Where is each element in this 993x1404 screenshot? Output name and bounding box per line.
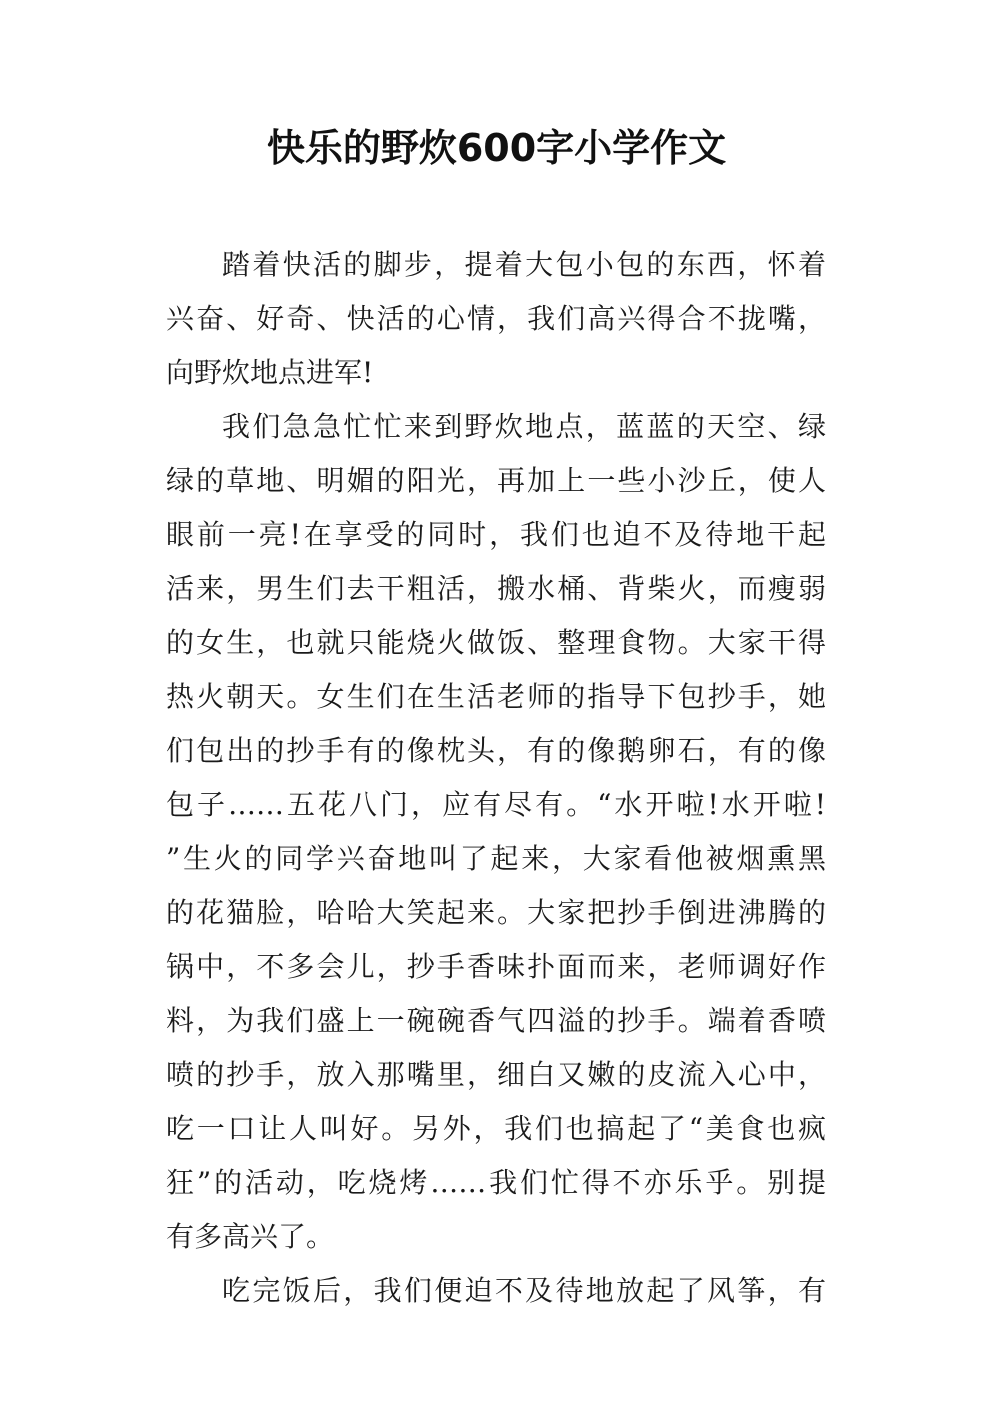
text-line: 锅中，不多会儿，抄手香味扑面而来，老师调好作 bbox=[166, 950, 826, 983]
text-line: 向野炊地点进军! bbox=[166, 356, 374, 389]
text-line: 吃一口让人叫好。另外，我们也搞起了“美食也疯 bbox=[166, 1112, 826, 1145]
document-body bbox=[166, 238, 826, 1318]
text-line: 我们急急忙忙来到野炊地点，蓝蓝的天空、绿 bbox=[222, 410, 826, 443]
paragraph-3 bbox=[166, 1264, 826, 1318]
text-line: 们包出的抄手有的像枕头，有的像鹅卵石，有的像 bbox=[166, 734, 826, 767]
text-line: 料，为我们盛上一碗碗香气四溢的抄手。端着香喷 bbox=[166, 1004, 826, 1037]
text-line: 绿的草地、明媚的阳光，再加上一些小沙丘，使人 bbox=[166, 464, 826, 497]
text-line: 兴奋、好奇、快活的心情，我们高兴得合不拢嘴， bbox=[166, 302, 826, 335]
text-line: 狂”的活动，吃烧烤……我们忙得不亦乐乎。别提 bbox=[166, 1166, 826, 1199]
text-line: 热火朝天。女生们在生活老师的指导下包抄手，她 bbox=[166, 680, 826, 713]
text-line: ”生火的同学兴奋地叫了起来，大家看他被烟熏黑 bbox=[166, 842, 826, 875]
text-line: 包子……五花八门，应有尽有。“水开啦!水开啦! bbox=[166, 788, 826, 821]
text-line: 活来，男生们去干粗活，搬水桶、背柴火，而瘦弱 bbox=[166, 572, 826, 605]
text-line: 吃完饭后，我们便迫不及待地放起了风筝，有 bbox=[222, 1274, 826, 1307]
document-title: 快乐的野炊600字小学作文 bbox=[266, 126, 727, 170]
paragraph-2 bbox=[166, 400, 826, 1264]
text-line: 有多高兴了。 bbox=[166, 1220, 335, 1253]
text-line: 踏着快活的脚步，提着大包小包的东西，怀着 bbox=[222, 248, 826, 281]
paragraph-1 bbox=[166, 238, 826, 400]
text-line: 喷的抄手，放入那嘴里，细白又嫩的皮流入心中， bbox=[166, 1058, 826, 1091]
text-line: 眼前一亮!在享受的同时，我们也迫不及待地干起 bbox=[166, 518, 826, 551]
text-line: 的花猫脸，哈哈大笑起来。大家把抄手倒进沸腾的 bbox=[166, 896, 826, 929]
text-line: 的女生，也就只能烧火做饭、整理食物。大家干得 bbox=[166, 626, 826, 659]
